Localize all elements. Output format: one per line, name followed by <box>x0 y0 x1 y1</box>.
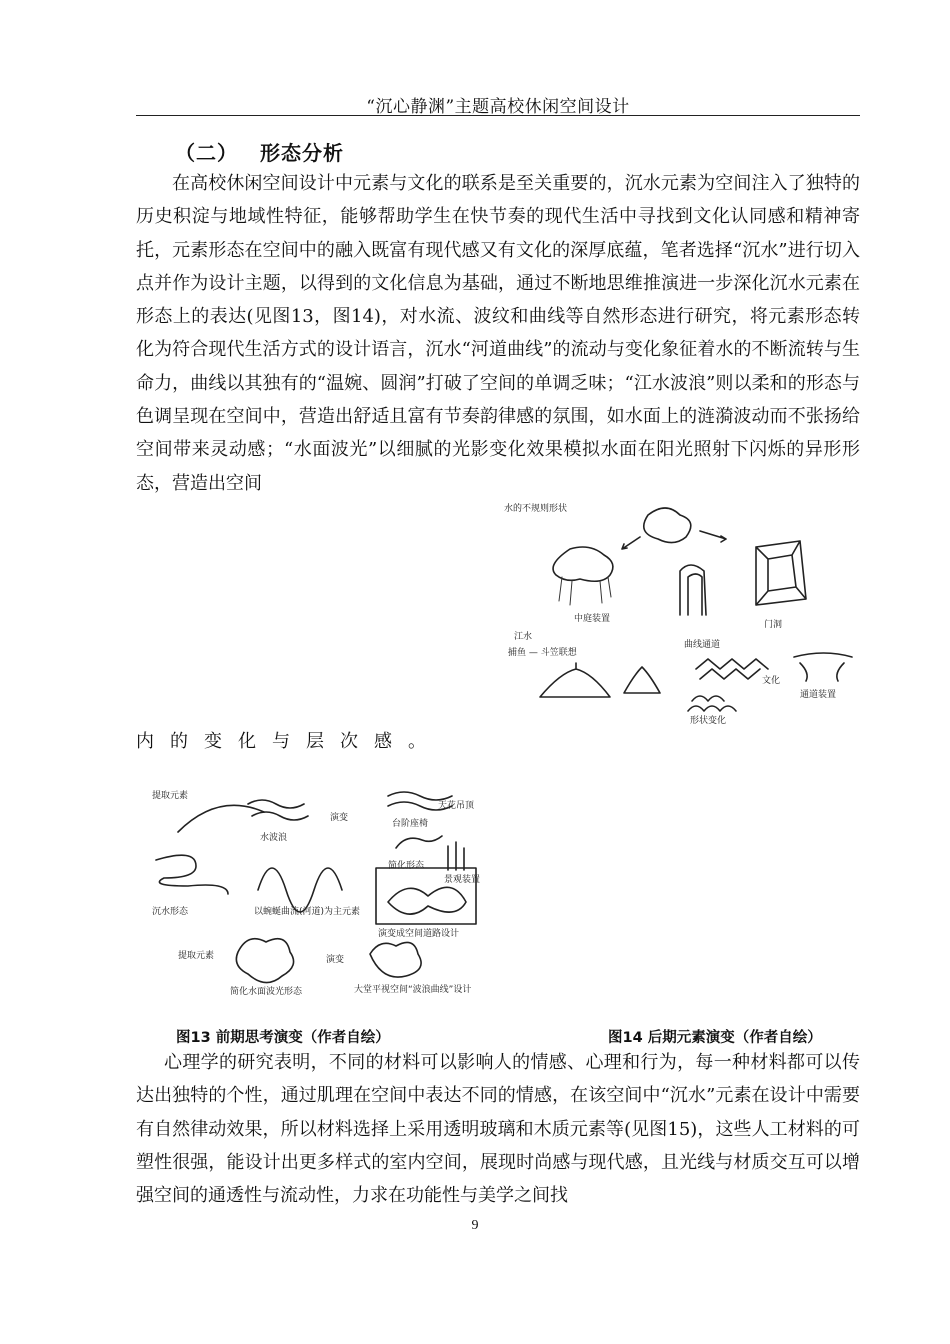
fig13-river-curve <box>258 868 342 912</box>
fig13-label-bigspace: 大堂平视空间“波浪曲线”设计 <box>354 985 472 995</box>
fig14-label-channel: 通道装置 <box>800 690 837 700</box>
figure-13-drawing <box>148 782 488 1010</box>
fig13-device-panels <box>448 842 464 870</box>
fig13-path-shape <box>388 887 466 914</box>
fig14-label-pattern: 形状变化 <box>690 716 727 725</box>
fig14-label-fish: 捕鱼 — 斗笠联想 <box>508 648 577 658</box>
fig13-label-simplify2: 简化水面波光形态 <box>230 987 303 997</box>
body-paragraph-2: 心理学的研究表明，不同的材料可以影响人的情感、心理和行为，每一种材料都可以传达出独特的个性，通过肌理在空间中表达不同的情感，在该空间中“沉水”元素在设计中需要有自然律动效果，所以材料选择上采用透明玻璃和木质元素等(见图15)，这些人工材料的可塑性很强，能设计出更多样式的室内空间，展现时尚感与现代感，且光线与材质交互可以增强空间的通透性与流动性，力求在功能性与美学之间找 <box>136 1052 860 1207</box>
fig13-label-extract2: 提取元素 <box>178 951 215 961</box>
fig13-label-simplify: 简化形态 <box>388 861 425 871</box>
running-header: “沉心静渊”主题高校休闲空间设计 <box>366 97 630 117</box>
fig13-label-river: 以蜿蜒曲流(河道)为主元素 <box>254 907 361 917</box>
fig14-label-door: 门洞 <box>764 620 783 630</box>
fig14-arrow-2 <box>700 531 726 542</box>
fig14-label-wave: 文化 <box>762 676 781 686</box>
fig13-simplified-curve <box>396 836 442 848</box>
fig14-door-frame <box>756 541 806 605</box>
fig14-arch-tunnel <box>680 565 706 615</box>
fig14-scale-pattern <box>688 696 736 711</box>
fig13-space-plan <box>370 942 421 977</box>
header-rule <box>136 115 860 116</box>
fig14-hat-2 <box>624 667 660 693</box>
fig14-zigzag-pattern <box>696 659 768 679</box>
fig13-label-waves: 水波浪 <box>260 833 288 843</box>
fig13-arrow-top <box>178 805 264 832</box>
figure-14-caption: 图14 后期元素演变（作者自绘） <box>608 1030 822 1046</box>
fig14-device-legs <box>559 577 611 605</box>
fig13-water-shape <box>236 939 293 983</box>
fig14-blob-shape <box>644 508 691 543</box>
body-paragraph-1-tail: 内的变化与层次感。 <box>136 731 442 752</box>
fig13-chenshui-curve <box>156 855 228 894</box>
fig14-channel-device <box>794 653 852 681</box>
fig14-label-irregular: 水的不规则形状 <box>504 504 568 514</box>
fig13-label-evolve1: 演变 <box>330 813 349 823</box>
section-title: 形态分析 <box>260 141 344 165</box>
figure-13-caption: 图13 前期思考演变（作者自绘） <box>176 1030 390 1046</box>
fig14-label-curve: 曲线通道 <box>684 640 721 650</box>
fig13-label-seat: 台阶座椅 <box>392 819 429 829</box>
fig13-label-roof: 天花吊顶 <box>438 801 475 811</box>
section-heading <box>175 137 344 166</box>
section-number: （二） <box>175 141 238 165</box>
figure-14-drawing <box>500 497 860 725</box>
figure-13-sketch <box>148 782 488 1010</box>
fig14-label-jiangshui: 江水 <box>514 632 533 642</box>
fig13-label-path: 演变成空间道路设计 <box>378 929 460 939</box>
page-number: 9 <box>471 1218 479 1233</box>
fig13-label-device: 景观装置 <box>444 875 481 885</box>
fig14-hat-1 <box>540 663 610 697</box>
fig14-center-device <box>553 547 613 581</box>
fig13-label-extract1: 提取元素 <box>152 791 189 801</box>
fig13-label-evolve2: 演变 <box>326 955 345 965</box>
fig13-label-chenshui: 沉水形态 <box>152 907 189 917</box>
fig14-arrow-1 <box>622 537 640 549</box>
fig14-label-center: 中庭装置 <box>574 614 611 624</box>
body-paragraph-1: 在高校休闲空间设计中元素与文化的联系是至关重要的，沉水元素为空间注入了独特的历史积淀与地域性特征，能够帮助学生在快节奏的现代生活中寻找到文化认同感和精神寄托，元素形态在空间中的融入既富有现代感又有文化的深厚底蕴，笔者选择“沉水”进行切入点并作为设计主题，以得到的文化信息为基础，通过不断地思维推演进一步深化沉水元素在形态上的表达(见图13，图14)，对水流、波纹和曲线等自然形态进行研究，将元素形态转化为符合现代生活方式的设计语言，沉水“河道曲线”的流动与变化象征着水的不断流转与生命力，曲线以其独有的“温婉、圆润”打破了空间的单调乏味；“江水波浪”则以柔和的形态与色调呈现在空间中，营造出舒适且富有节奏韵律感的氛围，如水面上的涟漪波动而不张扬给空间带来灵动感；“水面波光”以细腻的光影变化效果模拟水面在阳光照射下闪烁的异形形态，营造出空间 <box>136 173 860 494</box>
figure-14-sketch <box>500 497 860 725</box>
